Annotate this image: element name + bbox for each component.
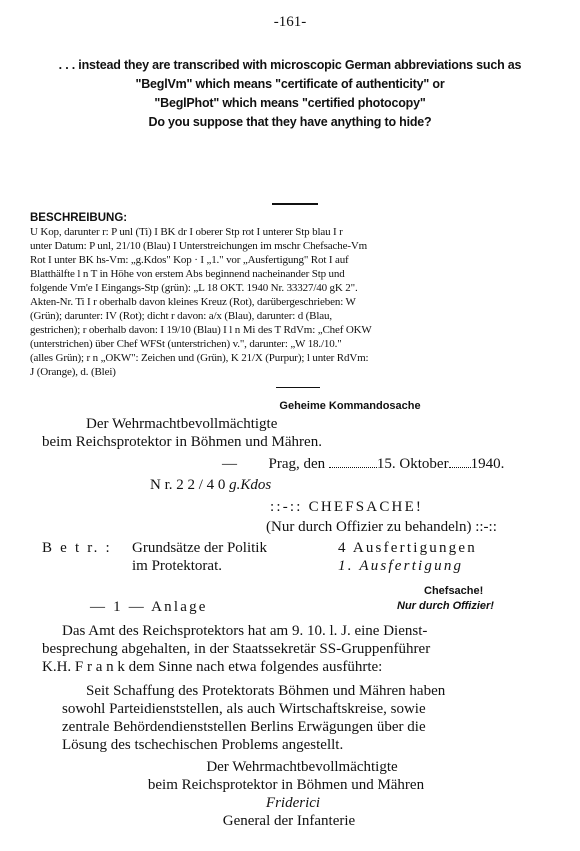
- paragraph-line: sowohl Parteidienststellen, als auch Wirtschaftskreise, sowie: [62, 701, 426, 717]
- paragraph-line: Das Amt des Reichsprotektors hat am 9. 10. l. J. eine Dienst-: [62, 623, 428, 639]
- paragraph-line: K.H. F r a n k dem Sinne nach etwa folgendes ausführte:: [42, 659, 383, 675]
- description-line: Blatthälfte l n T in Höhe von erstem Abs beginnend nacheinander Stp und: [30, 268, 345, 280]
- chefsache-heading: ::-:: CHEFSACHE!: [270, 499, 424, 515]
- closing-line-1: Der Wehrmachtbevollmächtigte: [206, 759, 398, 775]
- paragraph-line: zentrale Behördendienststellen Berlins Erwägungen über die: [62, 719, 426, 735]
- intro-line-4: Do you suppose that they have anything to hide?: [148, 115, 432, 129]
- paragraph-line: besprechung abgehalten, in der Staatssekretär SS-Gruppenführer: [42, 641, 431, 657]
- sender-line-2: beim Reichsprotektor in Böhmen und Mähren.: [42, 434, 322, 450]
- description-line: Akten-Nr. Ti I r oberhalb davon kleines Kreuz (Rot), darübergeschrieben: W: [30, 296, 356, 308]
- intro-line-1: . . . instead they are transcribed with microscopic German abbreviations such as: [58, 58, 522, 72]
- paragraph-line: Lösung des tschechischen Problems angestellt.: [62, 737, 344, 753]
- reference-number-value: N r. 2 2 / 4 0: [150, 477, 226, 493]
- copies-count: 4 Ausfertigungen: [338, 540, 477, 556]
- description-line: U Kop, darunter r: P unl (Ti) I BK dr I oberer Stp rot I unterer Stp blau I r: [30, 226, 343, 238]
- date-place: Prag, den: [268, 456, 326, 472]
- signature-rank: General der Infanterie: [222, 813, 356, 829]
- description-line: J (Orange), d. (Blei): [30, 366, 116, 378]
- intro-line-2: "BeglVm" which means "certificate of authenticity" or: [135, 77, 445, 91]
- date-year: 1940.: [470, 456, 505, 472]
- date-dash: —: [222, 456, 237, 472]
- reference-suffix: g.Kdos: [229, 477, 272, 493]
- subject-line-2: im Protektorat.: [132, 558, 222, 574]
- description-label: BESCHREIBUNG:: [30, 212, 128, 224]
- copy-number: 1. Ausfertigung: [338, 558, 464, 574]
- description-line: (unterstrichen) über Chef WFSt (unterstrichen) v.", darunter: „W 18./10.": [30, 338, 342, 350]
- date-day-month: 15. Oktober: [376, 456, 449, 472]
- description-line: folgende Vm'e I Eingangs-Stp (grün): „L 18 OKT. 1940 Nr. 33327/40 gK 2".: [30, 282, 358, 294]
- subject-line-1: Grundsätze der Politik: [132, 540, 267, 556]
- classification-label: Geheime Kommandosache: [279, 400, 421, 412]
- sender-line-1: Der Wehrmachtbevollmächtigte: [86, 416, 278, 432]
- page-number: -161-: [273, 14, 307, 30]
- description-line: gestrichen); r oberhalb davon: I 19/10 (Blau) I l n Mi des T RdVm: „Chef OKW: [30, 324, 372, 336]
- intro-line-3: "BeglPhot" which means "certified photocopy": [154, 96, 426, 110]
- chefsache-stamp-line-1: Chefsache!: [424, 585, 484, 597]
- reference-number: [150, 477, 271, 494]
- subject-label: B e t r. :: [42, 540, 112, 556]
- chefsache-stamp-line-2: Nur durch Offizier!: [397, 600, 494, 612]
- date-fill-dots: [449, 457, 471, 468]
- signature-name: Friderici: [265, 795, 321, 811]
- closing-line-2: beim Reichsprotektor in Böhmen und Mähren: [147, 777, 425, 793]
- date-fill-dots: [329, 457, 377, 468]
- date-line: [222, 456, 504, 473]
- paragraph-line: Seit Schaffung des Protektorats Böhmen und Mähren haben: [86, 683, 446, 699]
- description-line: (Grün); darunter: IV (Rot); dicht r davon: a/x (Blau), darunter: d (Blau,: [30, 310, 332, 322]
- description-line: Rot I unter BK hs-Vm: „g.Kdos" Kop · I „1." vor „Ausfertigung" Rot I auf: [30, 254, 349, 266]
- enclosure-note: — 1 — Anlage: [90, 599, 208, 615]
- officer-handling-note: (Nur durch Offizier zu behandeln) ::-::: [266, 519, 497, 535]
- description-line: unter Datum: P unl, 21/10 (Blau) I Unterstreichungen im mschr Chefsache-Vm: [30, 240, 368, 252]
- classification-rule: [276, 387, 320, 388]
- section-divider: [272, 203, 318, 205]
- description-line: (alles Grün); r n „OKW": Zeichen und (Grün), K 21/X (Purpur); l unter RdVm:: [30, 352, 369, 364]
